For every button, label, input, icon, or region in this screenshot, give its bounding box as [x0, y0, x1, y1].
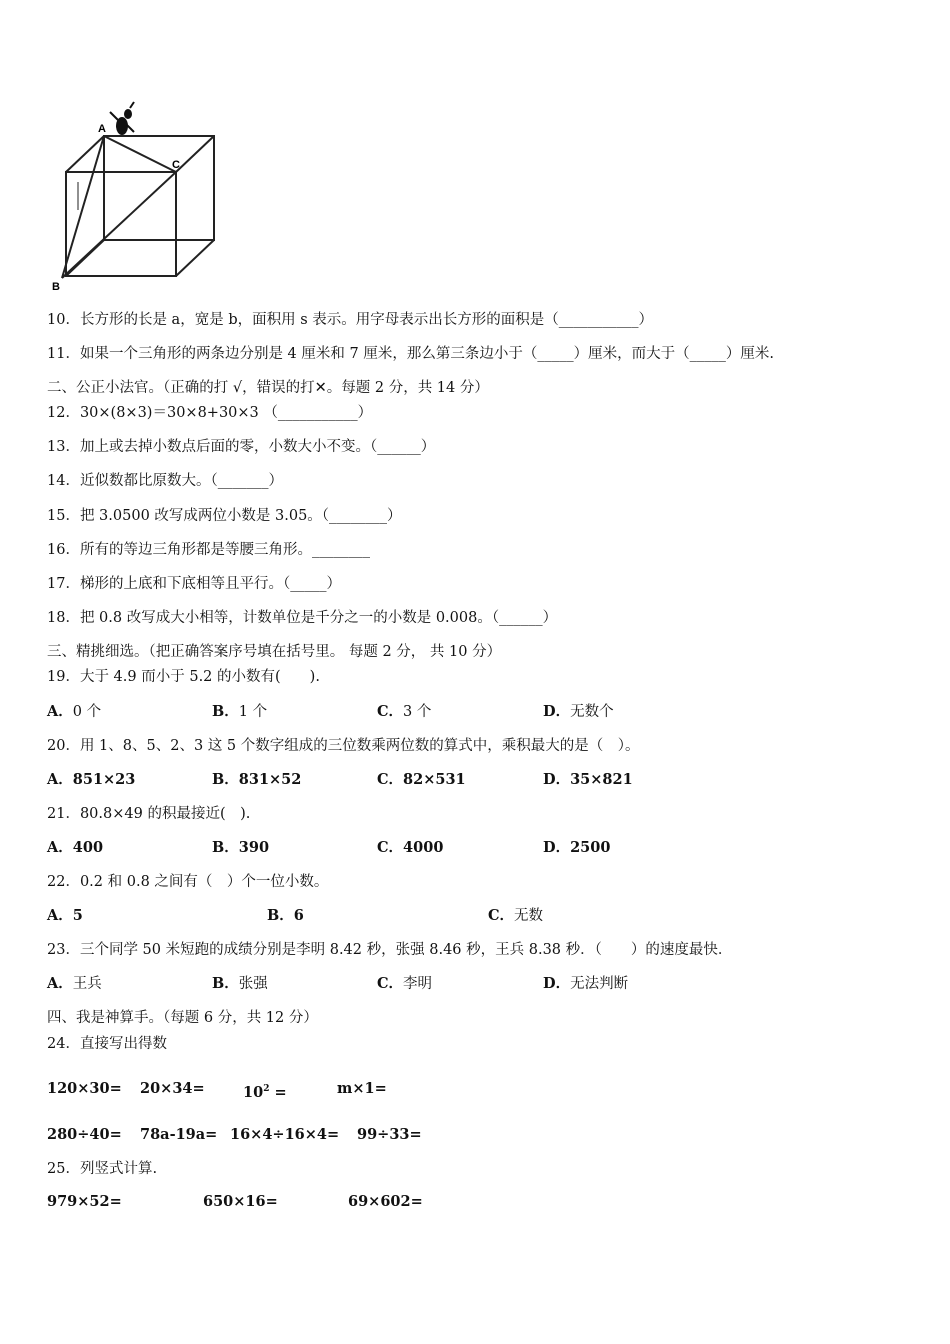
question-21: 21．80.8×49 的积最接近( ).	[47, 806, 251, 822]
q20-option-d: D．35×821	[543, 771, 633, 788]
q20-option-b: B．831×52	[212, 771, 302, 788]
q21-option-c: C．4000	[377, 839, 444, 856]
diagonal-bc	[62, 172, 176, 278]
q22-option-c: C．无数	[488, 907, 544, 924]
calc-item: 16×4÷16×4=	[230, 1126, 340, 1143]
diagonal-ab	[62, 136, 104, 278]
q21-option-a: A．400	[47, 839, 104, 856]
q23-option-a: A．王兵	[47, 975, 102, 992]
q19-option-d: D．无数个	[543, 703, 614, 720]
question-22: 22．0.2 和 0.8 之间有（ ）个一位小数。	[47, 874, 329, 890]
question-15: 15．把 3.0500 改写成两位小数是 3.05。（________）	[47, 508, 402, 524]
q22-option-b: B．6	[267, 907, 304, 924]
q22-option-a: A．5	[47, 907, 83, 924]
section-4-heading: 四、我是神算手。（每题 6 分，共 12 分）	[47, 1010, 318, 1026]
question-16: 16．所有的等边三角形都是等腰三角形。________	[47, 542, 370, 558]
diagonal-ac	[104, 136, 176, 172]
question-12: 12．30×(8×3)＝30×8+30×3 （___________）	[47, 405, 373, 421]
question-13: 13．加上或去掉小数点后面的零，小数大小不变。（______）	[47, 439, 436, 455]
question-25: 25．列竖式计算.	[47, 1161, 158, 1177]
calc-item: 99÷33=	[357, 1126, 422, 1143]
question-14: 14．近似数都比原数大。（_______）	[47, 473, 283, 489]
label-b: B	[52, 281, 60, 293]
calc-item: 280÷40=	[47, 1126, 122, 1143]
label-c: C	[172, 159, 180, 171]
question-23: 23．三个同学 50 米短跑的成绩分别是李明 8.42 秒，张强 8.46 秒，王兵 8.38 秒．（ ）的速度最快．	[47, 942, 733, 958]
calc-item: 78a-19a=	[140, 1126, 218, 1143]
q19-option-b: B．1 个	[212, 703, 268, 720]
question-24: 24．直接写出得数	[47, 1036, 167, 1052]
q20-option-a: A．851×23	[47, 771, 136, 788]
vertical-calc-item: 979×52=	[47, 1193, 122, 1210]
question-17: 17．梯形的上底和下底相等且平行。（_____）	[47, 576, 341, 592]
question-18: 18．把 0.8 改写成大小相等，计数单位是千分之一的小数是 0.008。（______）	[47, 610, 558, 626]
question-10: 10．长方形的长是 a，宽是 b，面积用 s 表示。用字母表示出长方形的面积是（___________）	[47, 312, 654, 328]
q23-option-c: C．李明	[377, 975, 433, 992]
q23-option-d: D．无法判断	[543, 975, 629, 992]
ant-icon	[110, 102, 134, 135]
section-3-heading: 三、精挑细选。（把正确答案序号填在括号里。 每题 2 分， 共 10 分）	[47, 644, 502, 660]
question-11: 11．如果一个三角形的两条边分别是 4 厘米和 7 厘米，那么第三条边小于（_____）厘米，而大于（_____）厘米.	[47, 346, 774, 362]
calc-item: 20×34=	[140, 1080, 205, 1097]
question-19: 19．大于 4.9 而小于 5.2 的小数有( ).	[47, 669, 320, 685]
vertical-calc-item: 650×16=	[203, 1193, 278, 1210]
q21-option-b: B．390	[212, 839, 270, 856]
q20-option-c: C．82×531	[377, 771, 466, 788]
calc-item: m×1=	[337, 1080, 387, 1097]
vertical-calc-item: 69×602=	[348, 1193, 423, 1210]
question-20: 20．用 1、8、5、2、3 这 5 个数字组成的三位数乘两位数的算式中，乘积最大的是（ ）。	[47, 738, 640, 754]
label-a: A	[98, 123, 106, 135]
section-2-heading: 二、公正小法官。（正确的打 √，错误的打✕。每题 2 分，共 14 分）	[47, 380, 489, 396]
q21-option-d: D．2500	[543, 839, 611, 856]
q19-option-a: A．0 个	[47, 703, 102, 720]
cube-figure	[48, 98, 228, 294]
calc-item: 120×30=	[47, 1080, 122, 1097]
q19-option-c: C．3 个	[377, 703, 432, 720]
calc-item: $10^2$ =	[243, 1083, 287, 1101]
q23-option-b: B．张强	[212, 975, 268, 992]
